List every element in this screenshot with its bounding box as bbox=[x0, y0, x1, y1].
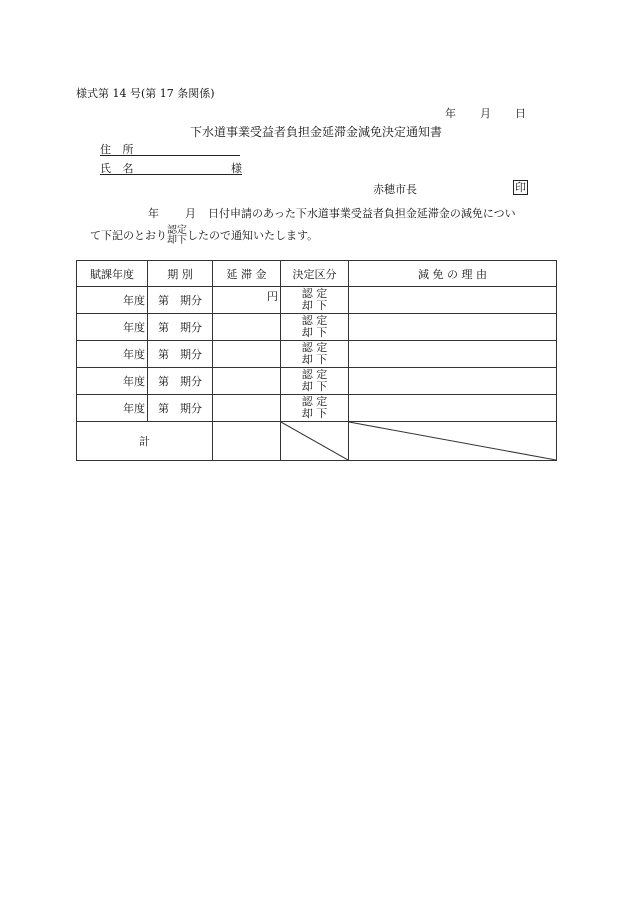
diagonal-strike-line bbox=[349, 422, 556, 460]
diagonal-strike-line bbox=[281, 422, 348, 460]
name-field[interactable] bbox=[100, 160, 242, 175]
fiscal-year-cell[interactable]: 年度 bbox=[77, 341, 148, 368]
honorific: 様 bbox=[231, 162, 242, 175]
address-field[interactable] bbox=[100, 141, 240, 156]
decision-cell[interactable]: 認 定 却 下 bbox=[281, 395, 349, 422]
header-period: 期 別 bbox=[148, 261, 213, 287]
total-row bbox=[77, 422, 557, 461]
total-decision-cell bbox=[281, 422, 349, 461]
sender-name: 赤穂市長 bbox=[373, 183, 417, 196]
decision-cell[interactable]: 認 定 却 下 bbox=[281, 287, 349, 314]
reason-cell[interactable] bbox=[349, 314, 557, 341]
reason-cell[interactable] bbox=[349, 395, 557, 422]
reason-cell[interactable] bbox=[349, 287, 557, 314]
header-late-fee: 延 滞 金 bbox=[213, 261, 281, 287]
choice-approve: 認定 bbox=[167, 225, 187, 236]
body-month: 月 bbox=[185, 207, 196, 220]
address-label: 住 所 bbox=[100, 143, 138, 156]
date-day-label: 日 bbox=[515, 107, 526, 120]
body-year: 年 bbox=[148, 207, 159, 220]
table-row bbox=[77, 341, 557, 368]
period-cell[interactable]: 第 期分 bbox=[148, 287, 213, 314]
table-row bbox=[77, 287, 557, 314]
reason-cell[interactable] bbox=[349, 368, 557, 395]
late-fee-cell[interactable] bbox=[213, 368, 281, 395]
body-line2-prefix: て下記のとおり bbox=[90, 229, 167, 242]
date-year-label: 年 bbox=[445, 107, 456, 120]
fiscal-year-cell[interactable]: 年度 bbox=[77, 395, 148, 422]
fiscal-year-cell[interactable]: 年度 bbox=[77, 287, 148, 314]
date-month-label: 月 bbox=[480, 107, 491, 120]
seal-box: 印 bbox=[515, 181, 526, 194]
late-fee-cell[interactable] bbox=[213, 314, 281, 341]
late-fee-cell[interactable] bbox=[213, 395, 281, 422]
period-cell[interactable]: 第 期分 bbox=[148, 341, 213, 368]
period-cell[interactable]: 第 期分 bbox=[148, 395, 213, 422]
table-row bbox=[77, 314, 557, 341]
total-late-fee-cell[interactable] bbox=[213, 422, 281, 461]
fiscal-year-cell[interactable]: 年度 bbox=[77, 314, 148, 341]
yen-unit: 円 bbox=[267, 290, 278, 303]
body-line2 bbox=[90, 225, 318, 247]
decision-cell[interactable]: 認 定 却 下 bbox=[281, 341, 349, 368]
reduction-table bbox=[76, 260, 557, 461]
fiscal-year-cell[interactable]: 年度 bbox=[77, 368, 148, 395]
late-fee-cell[interactable] bbox=[213, 341, 281, 368]
total-reason-cell bbox=[349, 422, 557, 461]
total-label: 計 bbox=[77, 422, 213, 461]
choice-reject: 却下 bbox=[167, 235, 187, 246]
body-line2-suffix: したので通知いたします。 bbox=[187, 229, 319, 242]
table-row bbox=[77, 368, 557, 395]
table-header-row bbox=[77, 261, 557, 287]
table-row bbox=[77, 395, 557, 422]
decision-cell[interactable]: 認 定 却 下 bbox=[281, 368, 349, 395]
body-line1: 日付申請のあった下水道事業受益者負担金延滞金の減免につい bbox=[208, 207, 516, 220]
name-label: 氏 名 bbox=[100, 162, 138, 175]
header-fiscal-year: 賦課年度 bbox=[77, 261, 148, 287]
header-decision: 決定区分 bbox=[281, 261, 349, 287]
document-title: 下水道事業受益者負担金延滞金減免決定通知書 bbox=[190, 125, 443, 139]
reason-cell[interactable] bbox=[349, 341, 557, 368]
decision-choice bbox=[167, 226, 187, 246]
decision-cell[interactable]: 認 定 却 下 bbox=[281, 314, 349, 341]
header-reason: 減 免 の 理 由 bbox=[349, 261, 557, 287]
period-cell[interactable]: 第 期分 bbox=[148, 314, 213, 341]
period-cell[interactable]: 第 期分 bbox=[148, 368, 213, 395]
form-number: 様式第 14 号(第 17 条関係) bbox=[76, 87, 215, 100]
late-fee-cell[interactable] bbox=[213, 287, 281, 314]
